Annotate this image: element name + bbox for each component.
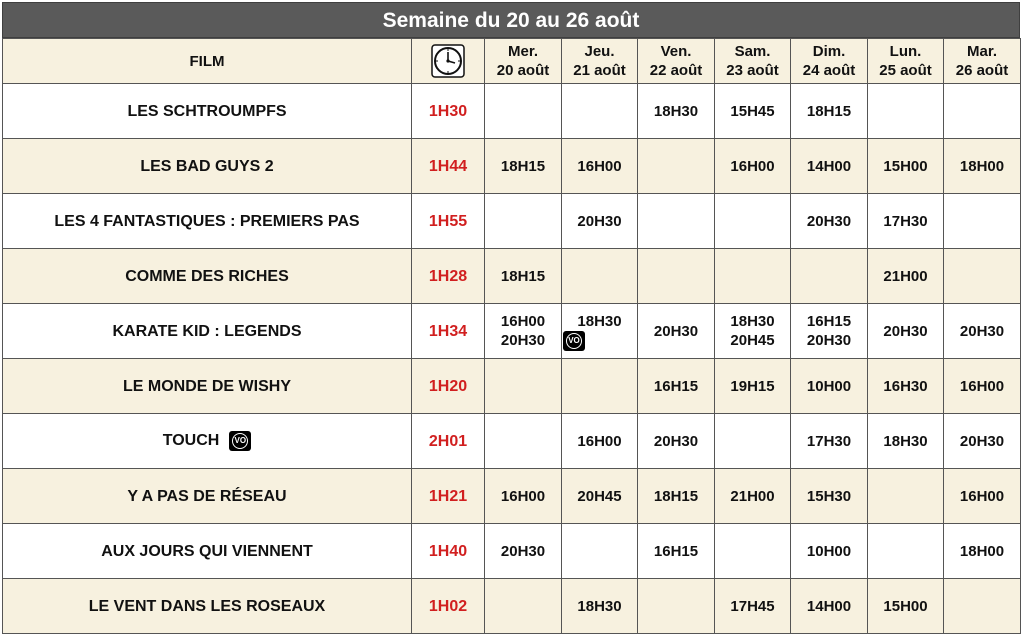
showtime-cell [562,469,638,524]
showtime-cell [791,469,868,524]
showtime-cell [638,414,715,469]
film-title-cell [3,84,412,139]
showtime-cell [562,249,638,304]
film-row [3,249,1021,304]
showtime: 20H30 [806,332,852,349]
showtime-cell [638,579,715,634]
showtime-cell [791,194,868,249]
showtime-cell [485,414,562,469]
showtime-cell [791,579,868,634]
showtime: 18H30 [653,102,699,120]
showtime: 20H30 [806,212,852,230]
showtime-cell [638,469,715,524]
film-title: Y A PAS DE RÉSEAU [127,487,287,505]
film-title-cell [3,359,412,414]
showtime-cell [485,84,562,139]
showtime: 16H00 [959,377,1005,395]
showtime: 18H15 [500,267,546,285]
showtime-cell [868,194,944,249]
showtime: 15H45 [730,102,775,120]
film-duration: 1H40 [412,524,485,579]
film-row [3,84,1021,139]
day-column-header [638,39,715,84]
film-title-cell [3,249,412,304]
showtime-cell [791,359,868,414]
showtime-cell [944,359,1021,414]
film-duration: 1H55 [412,194,485,249]
day-column-header [791,39,868,84]
film-duration: 1H21 [412,469,485,524]
showtime: 20H45 [730,332,775,349]
film-title-cell [3,414,412,469]
showtime-cell [715,524,791,579]
showtime: 20H30 [500,332,546,349]
showtime-cell [638,84,715,139]
film-duration: 1H34 [412,304,485,359]
showtime: 20H30 [959,322,1005,340]
day-date: 22 août [649,62,703,79]
showtime-cell [944,414,1021,469]
showtime: 18H30 [577,312,622,330]
film-row [3,359,1021,414]
showtime: 16H00 [500,313,546,330]
showtime-cell [944,469,1021,524]
showtime-cell [485,524,562,579]
showtime-cell [485,304,562,359]
day-column-header [485,39,562,84]
film-title: LE MONDE DE WISHY [122,377,291,395]
showtime-cell [638,194,715,249]
showtime-cell [715,194,791,249]
vo-badge-label: VO [234,436,247,445]
film-row [3,579,1021,634]
showtime: 18H15 [653,487,699,505]
day-name: Lun. [889,43,922,60]
film-duration: 1H20 [412,359,485,414]
showtime-cell [715,84,791,139]
showtime-cell [944,194,1021,249]
film-title: LES 4 FANTASTIQUES : PREMIERS PAS [54,212,360,230]
showtime-cell [485,469,562,524]
showtime: 15H30 [806,487,852,505]
showtime: 20H30 [577,212,622,230]
film-title: TOUCH [162,432,220,450]
showtime: 18H15 [500,157,546,175]
showtime: 19H15 [730,377,775,395]
showtime-cell [868,84,944,139]
showtime-cell [715,469,791,524]
showtime: 16H00 [959,487,1005,505]
week-title: Semaine du 20 au 26 août [2,2,1020,38]
showtime-cell [562,194,638,249]
day-date: 23 août [726,62,779,79]
showtime-cell [868,249,944,304]
film-duration: 1H44 [412,139,485,194]
showtime: 18H15 [806,102,852,120]
schedule-body [3,84,1021,634]
vo-badge-icon [563,331,585,351]
showtime: 10H00 [806,542,852,560]
showtime-cell [638,524,715,579]
showtime-cell [868,579,944,634]
showtime: 16H30 [883,377,928,395]
showtime-cell [868,524,944,579]
schedule-table [2,38,1021,634]
showtime-cell [791,139,868,194]
film-row [3,469,1021,524]
film-row [3,524,1021,579]
showtime: 20H30 [883,322,928,340]
day-name: Mar. [966,43,997,60]
film-title: COMME DES RICHES [125,267,289,285]
day-column-header [562,39,638,84]
showtime: 17H30 [883,212,928,230]
showtime: 20H45 [577,487,622,505]
showtime: 10H00 [806,377,852,395]
showtime-cell [715,304,791,359]
film-title: AUX JOURS QUI VIENNENT [101,542,313,560]
film-title-cell [3,524,412,579]
showtime-cell [715,249,791,304]
schedule-frame [2,2,1020,638]
film-title-cell [3,579,412,634]
showtime-cell [944,524,1021,579]
showtime: 18H30 [577,597,622,615]
showtime: 16H00 [500,487,546,505]
showtime-cell [868,414,944,469]
showtime: 21H00 [730,487,775,505]
film-duration: 2H01 [412,414,485,469]
showtime-cell [485,139,562,194]
film-title-cell [3,194,412,249]
showtime: 16H15 [653,377,699,395]
day-name: Dim. [812,43,846,60]
showtime-cell [562,414,638,469]
showtime-cell [868,359,944,414]
showtime-cell [791,524,868,579]
showtime-cell [715,414,791,469]
film-duration: 1H30 [412,84,485,139]
day-name: Mer. [507,43,538,60]
film-title: LES SCHTROUMPFS [127,102,287,120]
showtime-cell [944,139,1021,194]
day-name: Sam. [734,43,771,60]
showtime: 18H30 [883,432,928,450]
showtime-cell [791,304,868,359]
showtime: 16H15 [653,542,699,560]
showtime: 14H00 [806,597,852,615]
duration-column-header [412,39,485,84]
film-title: LES BAD GUYS 2 [140,157,274,175]
showtime: 21H00 [883,267,928,285]
showtime: 17H30 [806,432,852,450]
day-name: Jeu. [584,43,615,60]
showtime-cell [791,84,868,139]
showtime: 18H00 [959,157,1005,175]
day-name: Ven. [660,43,692,60]
showtime-cell [485,194,562,249]
showtime-cell [944,579,1021,634]
day-column-header [868,39,944,84]
showtime-cell [944,304,1021,359]
film-row [3,194,1021,249]
clock-icon [431,44,465,78]
showtime: 17H45 [730,597,775,615]
showtime: 16H00 [730,157,775,175]
showtime: 20H30 [500,542,546,560]
showtime-cell [562,579,638,634]
day-date: 24 août [802,62,856,79]
showtime: 20H30 [959,432,1005,450]
day-date: 25 août [879,62,932,79]
showtime: 18H00 [959,542,1005,560]
showtime-cell [944,249,1021,304]
day-column-header [715,39,791,84]
showtime-cell [638,139,715,194]
showtime-cell [868,304,944,359]
showtime: 16H00 [577,157,622,175]
showtime-cell [715,359,791,414]
showtime-cell [485,359,562,414]
showtime: 16H15 [806,313,852,330]
showtime-cell [715,579,791,634]
showtime-cell [638,249,715,304]
showtime-cell [562,139,638,194]
showtime-cell [562,524,638,579]
film-title-cell [3,469,412,524]
day-date: 21 août [573,62,626,79]
showtime-cell [944,84,1021,139]
showtime-cell [485,579,562,634]
showtime-cell [562,84,638,139]
film-row [3,304,1021,359]
film-row [3,414,1021,469]
day-date: 26 août [955,62,1009,79]
film-row [3,139,1021,194]
header-row [3,39,1021,84]
film-title: LE VENT DANS LES ROSEAUX [88,597,326,615]
showtime-cell [562,304,638,359]
showtime: 20H30 [653,432,699,450]
showtime-cell [562,359,638,414]
film-title-cell [3,139,412,194]
showtime-cell [791,414,868,469]
film-duration: 1H02 [412,579,485,634]
day-date: 20 août [496,62,550,79]
showtime-cell [868,139,944,194]
film-title: KARATE KID : LEGENDS [112,322,302,340]
showtime-cell [791,249,868,304]
showtime-cell [485,249,562,304]
showtime: 20H30 [653,322,699,340]
film-column-header: FILM [3,39,412,84]
showtime-cell [868,469,944,524]
showtime-cell [638,359,715,414]
vo-badge-label: VO [568,335,580,345]
showtime: 14H00 [806,157,852,175]
vo-badge-icon [229,431,251,451]
day-column-header [944,39,1021,84]
showtime: 18H30 [730,313,775,330]
showtime-cell [638,304,715,359]
film-title-cell [3,304,412,359]
showtime: 16H00 [577,432,622,450]
showtime: 15H00 [883,157,928,175]
film-duration: 1H28 [412,249,485,304]
showtime: 15H00 [883,597,928,615]
showtime-cell [715,139,791,194]
